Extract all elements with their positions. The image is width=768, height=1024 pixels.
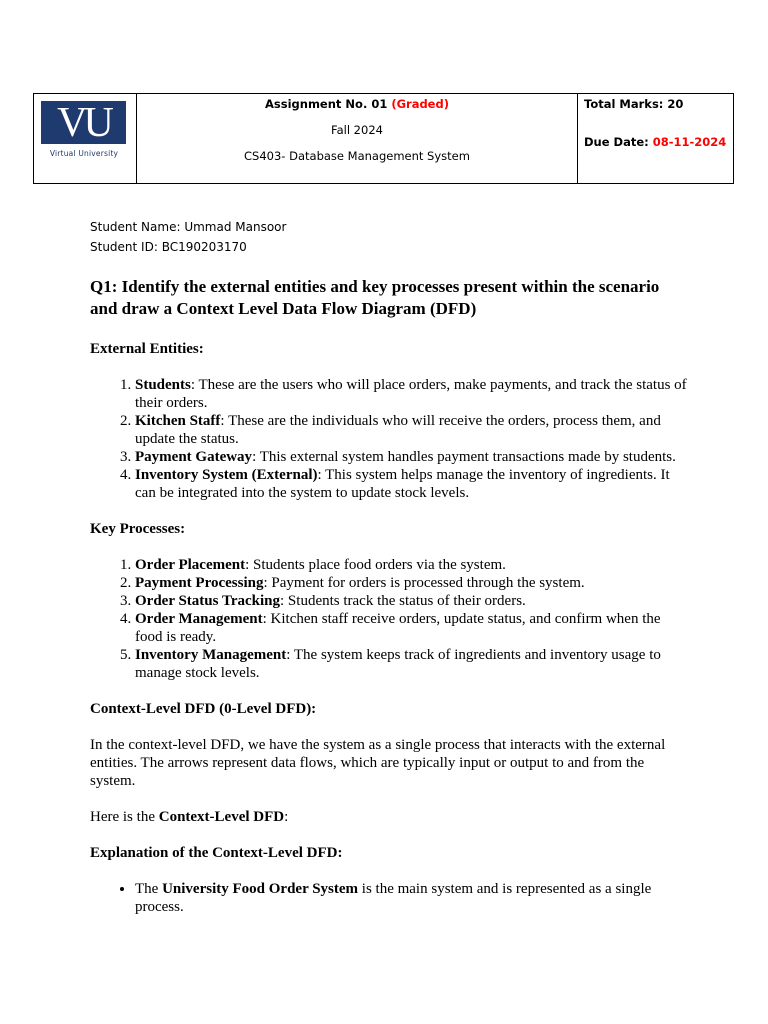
context-dfd-paragraph: In the context-level DFD, we have the system as a single process that interacts with the external entities. The arrows represent data flows, which are typically input or output to and from the system.: [90, 737, 666, 789]
list-item: 5. Inventory Management: The system keeps track of ingredients and inventory usage to manage stock levels.: [135, 646, 690, 682]
list-item: 2. Payment Processing: Payment for orders is processed through the system.: [135, 574, 690, 592]
student-id: Student ID: BC190203170: [90, 240, 247, 254]
course-label: CS403- Database Management System: [244, 149, 470, 163]
list-item: 1. Students: These are the users who will place orders, make payments, and track the status of their orders.: [135, 376, 690, 412]
explanation-list: [90, 880, 690, 916]
key-processes-heading: Key Processes:: [90, 521, 186, 537]
context-dfd-heading: Context-Level DFD (0-Level DFD):: [90, 701, 317, 717]
assignment-info-cell: [137, 94, 578, 183]
list-item: 4. Inventory System (External): This system helps manage the inventory of ingredients. It can be integrated into the system to update stock levels.: [135, 466, 690, 502]
assignment-title: Assignment No. 01 (Graded): [265, 97, 449, 111]
total-marks: Total Marks: 20: [584, 97, 684, 111]
external-entities-list: [90, 376, 690, 502]
list-item: 1. Order Placement: Students place food orders via the system.: [135, 556, 690, 574]
external-entities-heading: External Entities:: [90, 341, 204, 357]
student-name: Student Name: Ummad Mansoor: [90, 220, 287, 234]
list-item: 3. Payment Gateway: This external system handles payment transactions made by students.: [135, 448, 690, 466]
marks-cell: [578, 94, 733, 183]
due-date: Due Date: 08-11-2024: [584, 135, 727, 149]
list-item: 3. Order Status Tracking: Students track the status of their orders.: [135, 592, 690, 610]
semester-label: Fall 2024: [331, 123, 383, 137]
question-title: Q1: Identify the external entities and key processes present within the scenario and draw a Context Level Data Flow Diagram (DFD): [90, 277, 660, 318]
logo-caption: Virtual University: [49, 149, 119, 158]
logo-cell: [34, 94, 137, 183]
due-date-value: 08-11-2024: [652, 135, 727, 149]
explanation-heading: Explanation of the Context-Level DFD:: [90, 845, 343, 861]
document-body: [90, 276, 690, 916]
assignment-header-table: [33, 93, 734, 184]
list-item: 2. Kitchen Staff: These are the individuals who will receive the orders, process them, and update the status.: [135, 412, 690, 448]
list-item: • The University Food Order System is the main system and is represented as a single process.: [135, 880, 690, 916]
key-processes-list: [90, 556, 690, 682]
graded-label: (Graded): [391, 97, 449, 111]
vu-logo: VU: [41, 101, 126, 144]
context-dfd-intro: Here is the Context-Level DFD:: [90, 809, 289, 825]
list-item: 4. Order Management: Kitchen staff receive orders, update status, and confirm when the food is ready.: [135, 610, 690, 646]
